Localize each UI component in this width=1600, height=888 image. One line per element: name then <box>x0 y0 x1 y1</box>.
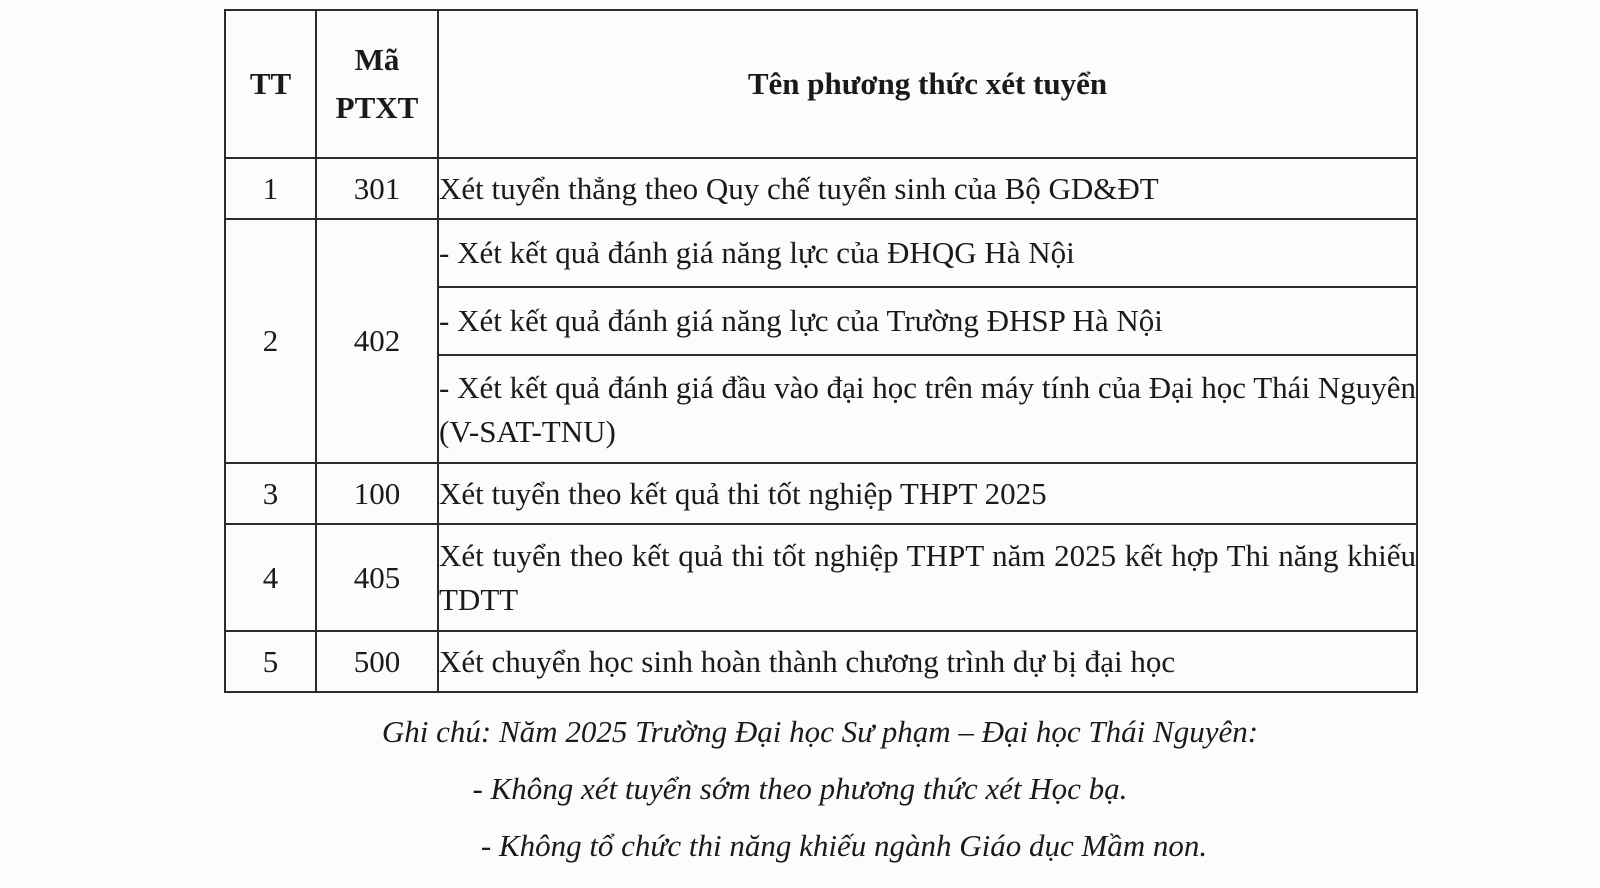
table-row <box>225 631 1417 692</box>
cell-code: 301 <box>316 158 438 219</box>
cell-method: - Xét kết quả đánh giá năng lực của ĐHQG Hà Nội <box>438 219 1417 287</box>
cell-method: - Xét kết quả đánh giá năng lực của Trường ĐHSP Hà Nội <box>438 287 1417 355</box>
table-row <box>225 158 1417 219</box>
cell-method: Xét tuyển theo kết quả thi tốt nghiệp THPT 2025 <box>438 463 1417 524</box>
table-row <box>225 219 1417 287</box>
admission-methods-table <box>224 9 1418 693</box>
cell-method: Xét tuyển theo kết quả thi tốt nghiệp THPT năm 2025 kết hợp Thi năng khiếu TDTT <box>438 524 1417 631</box>
cell-tt: 3 <box>225 463 316 524</box>
header-method-name: Tên phương thức xét tuyển <box>438 10 1417 158</box>
table-row <box>225 524 1417 631</box>
cell-tt: 5 <box>225 631 316 692</box>
header-ma-line2: PTXT <box>335 90 419 125</box>
cell-method: - Xét kết quả đánh giá đầu vào đại học trên máy tính của Đại học Thái Nguyên (V-SAT-TNU) <box>438 355 1417 463</box>
note-item: - Không xét tuyển sớm theo phương thức xét Học bạ. <box>472 771 1128 806</box>
cell-tt: 4 <box>225 524 316 631</box>
cell-code: 402 <box>316 219 438 463</box>
cell-method: Xét chuyển học sinh hoàn thành chương trình dự bị đại học <box>438 631 1417 692</box>
table-header-row <box>225 10 1417 158</box>
cell-tt: 2 <box>225 219 316 463</box>
note-heading: Ghi chú: Năm 2025 Trường Đại học Sư phạm – Đại học Thái Nguyên: <box>381 714 1259 749</box>
cell-code: 405 <box>316 524 438 631</box>
cell-code: 100 <box>316 463 438 524</box>
header-ma-line1: Mã <box>354 42 400 77</box>
header-tt: TT <box>225 10 316 158</box>
header-ma-ptxt <box>316 10 438 158</box>
cell-code: 500 <box>316 631 438 692</box>
cell-method: Xét tuyển thẳng theo Quy chế tuyển sinh của Bộ GD&ĐT <box>438 158 1417 219</box>
table-row <box>225 463 1417 524</box>
note-item: - Không tổ chức thi năng khiếu ngành Giáo dục Mầm non. <box>480 828 1208 863</box>
cell-tt: 1 <box>225 158 316 219</box>
